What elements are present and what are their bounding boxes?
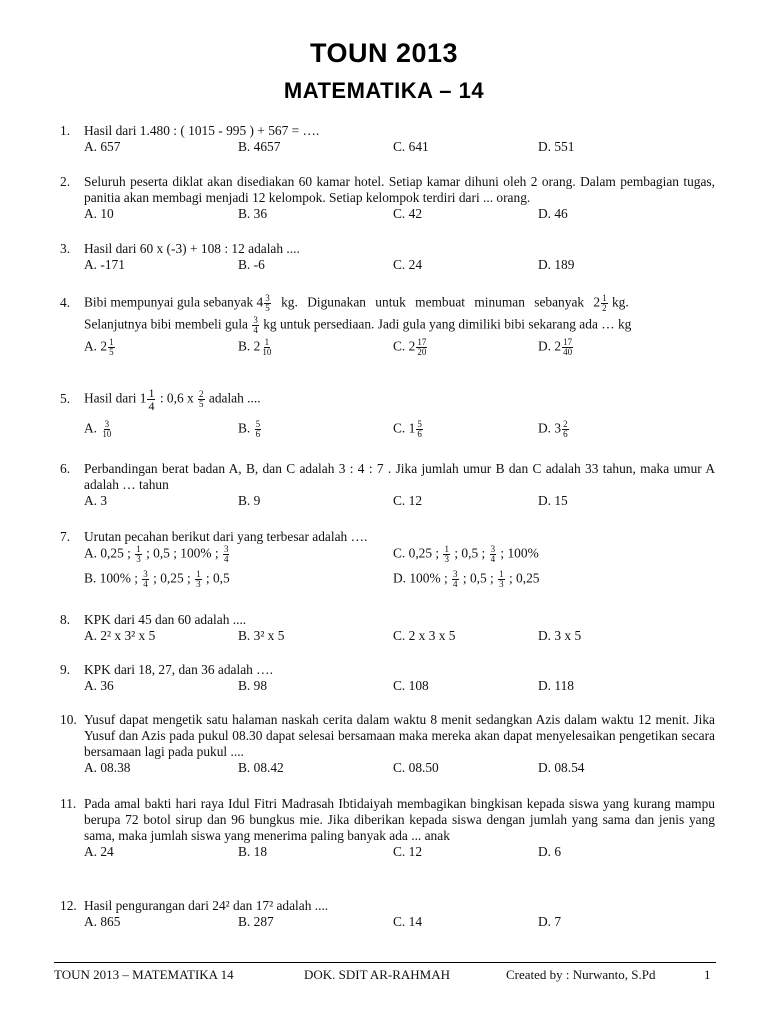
option-c: C. 0,25 ; $\frac{1}{3}$ ; 0,5 ; $\frac{3}{4}$ ; 100% [393,544,539,564]
option-d: D. 551 [538,139,575,154]
question-text: Hasil dari 60 x (-3) + 108 : 12 adalah .... [84,241,300,256]
option-a: A. 657 [84,139,121,154]
question-number: 11. [60,796,77,811]
fraction: $\frac{3}{5}$ [265,292,270,313]
option-c: C. 42 [393,206,423,221]
question-7 [60,529,715,595]
option-d: D. 3 $\frac{2}{6}$ [538,419,568,439]
option-c: C. 14 [393,914,423,929]
question-number: 4. [60,295,71,310]
question-number: 8. [60,612,71,627]
question-text: Hasil dari 1.480 : ( 1015 - 995 ) + 567 = …. [84,123,320,138]
option-c: C. 2 x 3 x 5 [393,628,456,643]
question-text: Yusuf dapat mengetik satu halaman naskah cerita dalam waktu 8 menit sedangkan Azis dalam waktu 12 menit. Jika Yusuf dan Azis pada pukul 08.30 dapat selesai bersamaan maka mereka akan dapat menyelesaikan pengetikan secara bersamaan lagi pada pukul .... [84,712,715,759]
option-b: B. 98 [238,678,268,693]
question-number: 1. [60,123,71,138]
option-c: C. 12 [393,493,423,508]
question-11 [60,796,715,861]
option-d: D. 7 [538,914,562,929]
question-text: Perbandingan berat badan A, B, dan C adalah 3 : 4 : 7 . Jika jumlah umur B dan C adalah 33 tahun, maka umur A adalah … tahun [84,461,715,492]
question-text: Hasil dari 1 $\frac{1}{4}$ : 0,6 x $\frac{2}{5}$ adalah .... [84,385,261,413]
question-text: KPK dari 45 dan 60 adalah .... [84,612,247,627]
question-number: 6. [60,461,71,476]
question-10 [60,712,715,777]
option-c: C. 2 $\frac{17}{20}$ [393,337,427,357]
fraction: $\frac{1}{2}$ [602,292,607,313]
question-number: 5. [60,391,71,406]
question-number: 7. [60,529,71,544]
question-text: Bibi mempunyai gula sebanyak 4 $\frac{3}{5}$ kg. Digunakan untuk membuat minuman sebanyak 2 $\frac{1}{2}$ kg. [84,292,629,313]
option-b: B. -6 [238,257,265,272]
question-2 [60,174,715,223]
question-8 [60,612,715,645]
option-a: A. 0,25 ; $\frac{1}{3}$ ; 0,5 ; 100% ; $\frac{3}{4}$ [84,544,229,564]
question-9 [60,662,715,695]
option-a: A. 36 [84,678,114,693]
option-b: B. 36 [238,206,268,221]
question-number: 3. [60,241,71,256]
question-text: Hasil pengurangan dari 24² dan 17² adalah .... [84,898,329,913]
option-a: A. $\frac{3}{10}$ [84,419,112,439]
option-b: B. 08.42 [238,760,284,775]
question-1 [60,123,715,156]
option-a: A. -171 [84,257,125,272]
option-c: C. 1 $\frac{5}{6}$ [393,419,422,439]
question-number: 9. [60,662,71,677]
page-title: TOUN 2013 [309,38,459,68]
footer-title: TOUN 2013 – MATEMATIKA 14 [54,967,234,982]
question-text: Seluruh peserta diklat akan disediakan 60 kamar hotel. Setiap kamar dihuni oleh 2 orang. Dalam pembagian tugas, panitia akan membagi menjadi 12 kelompok. Setiap kelompok terdiri dari ... orang. [84,174,715,205]
option-d: D. 46 [538,206,568,221]
page-number: 1 [704,967,711,982]
question-text: Urutan pecahan berikut dari yang terbesar adalah …. [84,529,368,544]
option-d: D. 100% ; $\frac{3}{4}$ ; 0,5 ; $\frac{1}{3}$ ; 0,25 [393,569,540,589]
question-text: KPK dari 18, 27, dan 36 adalah …. [84,662,273,677]
footer-author: Created by : Nurwanto, S.Pd [506,967,656,982]
option-b: B. 9 [238,493,261,508]
option-a: A. 3 [84,493,108,508]
question-12 [60,898,715,931]
option-b: B. 18 [238,844,268,859]
option-d: D. 118 [538,678,574,693]
option-a: A. 2² x 3² x 5 [84,628,156,643]
option-a: A. 2 $\frac{1}{5}$ [84,337,114,357]
option-d: D. 08.54 [538,760,585,775]
option-b: B. $\frac{5}{6}$ [238,419,261,439]
option-c: C. 108 [393,678,429,693]
option-b: B. 3² x 5 [238,628,285,643]
option-d: D. 189 [538,257,575,272]
question-number: 10. [60,712,77,727]
option-a: A. 08.38 [84,760,131,775]
question-4 [60,292,715,363]
option-a: A. 10 [84,206,114,221]
fraction: $\frac{3}{4}$ [253,314,258,335]
option-b: B. 2 $\frac{1}{10}$ [238,337,272,357]
footer-school: DOK. SDIT AR-RAHMAH [304,967,451,982]
option-b: B. 4657 [238,139,281,154]
option-d: D. 3 x 5 [538,628,582,643]
question-6 [60,461,715,510]
option-d: D. 6 [538,844,562,859]
option-a: A. 865 [84,914,121,929]
question-3 [60,241,715,274]
option-d: D. 15 [538,493,568,508]
option-a: A. 24 [84,844,114,859]
option-c: C. 24 [393,257,423,272]
option-b: B. 100% ; $\frac{3}{4}$ ; 0,25 ; $\frac{1}{3}$ ; 0,5 [84,569,230,589]
option-d: D. 2 $\frac{17}{40}$ [538,337,573,357]
question-5 [60,385,715,445]
page-subtitle: MATEMATIKA – 14 [283,78,485,103]
option-c: C. 12 [393,844,423,859]
question-number: 12. [60,898,77,913]
option-c: C. 08.50 [393,760,439,775]
question-text-line-2: Selanjutnya bibi membeli gula $\frac{3}{4}$ kg untuk persediaan. Jadi gula yang dimiliki bibi sekarang ada … kg [84,314,632,335]
page-footer [54,962,716,982]
question-number: 2. [60,174,71,189]
question-text: Pada amal bakti hari raya Idul Fitri Madrasah Ibtidaiyah membagikan bingkisan kepada siswa yang kurang mampu berupa 72 botol sirup dan 96 bungkus mie. Jika diberikan kepada siswa dengan jumlah yang sama dan jenis yang sama, maka jumlah siswa yang menerima paling banyak ada ... anak [84,796,715,843]
option-c: C. 641 [393,139,429,154]
option-b: B. 287 [238,914,274,929]
